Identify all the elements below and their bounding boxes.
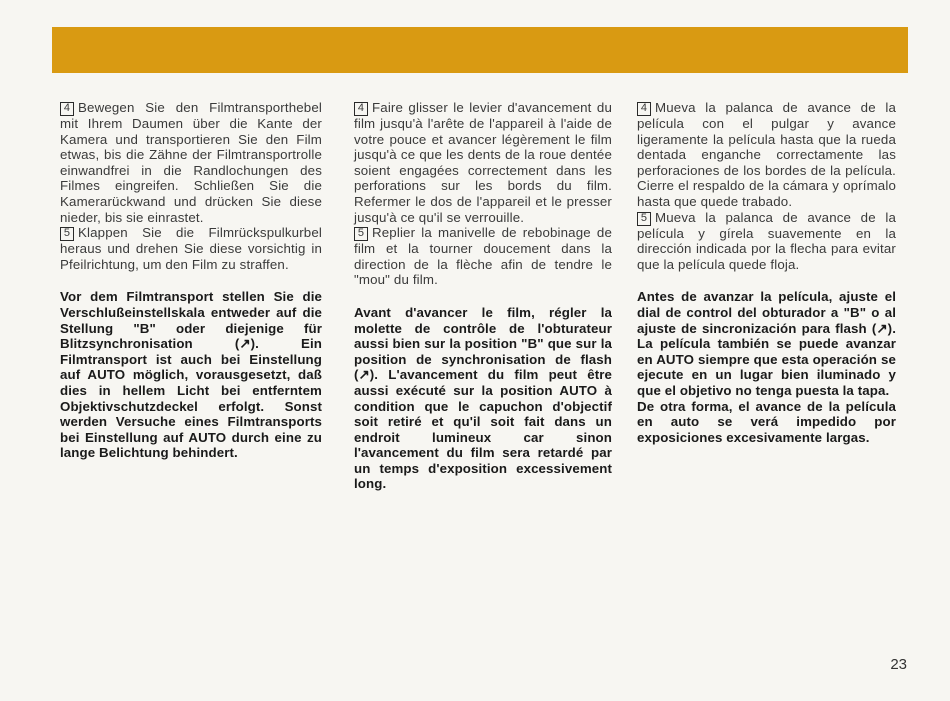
step-number-box: 5 — [637, 212, 651, 226]
page-number: 23 — [890, 656, 907, 673]
step-number-box: 5 — [60, 227, 74, 241]
step-number-box: 5 — [354, 227, 368, 241]
step-4-paragraph — [637, 100, 896, 210]
step-5-text: Mueva la palanca de avance de la película y gírela suavemente en la dirección indicada por la flecha para evitar que la película quede floja. — [637, 209, 896, 272]
note-paragraph: Antes de avanzar la película, ajuste el dial de control del obturador a "B" o al ajuste de sincronización para flash (↗). La película también se puede avanzar en AUTO siempre que esta operación se ejecute en un lugar bien iluminado y que el objetivo no tenga puesta la tapa. — [637, 289, 896, 398]
header-color-band — [52, 27, 908, 73]
note-paragraph-2: De otra forma, el avance de la película en auto se verá impedido por exposiciones excesivamente largas. — [637, 398, 896, 445]
note-paragraph: Vor dem Filmtransport stellen Sie die Verschlußeinstellskala entweder auf die Stellung "B" oder diejenige für Blitzsynchronisation (↗). Ein Filmtransport ist auch bei Einstellung auf AUTO möglich, vorausgesetzt, daß dies in hellem Licht bei entferntem Objektivschutzdeckel erfolgt. Sonst werden Versuche eines Filmtransports bei Einstellung auf AUTO durch eine zu lange Belichtung behindert. — [60, 289, 322, 461]
step-5-text: Klappen Sie die Filmrückspulkurbel heraus und drehen Sie diese vorsichtig in Pfeilrichtung, um den Film zu straffen. — [60, 225, 322, 272]
step-4-paragraph — [60, 100, 322, 225]
step-4-paragraph — [354, 100, 612, 225]
column-german — [60, 100, 322, 461]
step-4-text: Faire glisser le levier d'avancement du film jusqu'à l'arête de l'appareil à l'aide de votre pouce et avancer légèrement le film jusqu'à ce que les dents de la roue dentée soient engagées correctement dans les perforations sur les bords du film. Refermer le dos de l'appareil et le presser jusqu'à ce qu'il se verrouille. — [354, 100, 612, 225]
step-5-paragraph — [637, 210, 896, 273]
step-5-paragraph — [354, 225, 612, 288]
step-4-text: Bewegen Sie den Filmtransporthebel mit Ihrem Daumen über die Kante der Kamera und transportieren Sie den Film etwas, bis die Zähne der Filmtransportrolle einwandfrei in die Randlochungen des Filmes eingreifen. Schließen Sie die Kamerarückwand und drücken Sie diese nieder, bis sie einrastet. — [60, 100, 322, 225]
step-5-paragraph — [60, 225, 322, 272]
step-number-box: 4 — [637, 102, 651, 116]
step-4-text: Mueva la palanca de avance de la película con el pulgar y avance ligeramente la película hasta que la rueda dentada enganche correctamente las perforaciones de los bordes de la película. Cierre el respaldo de la cámara y oprímalo hasta que quede trabado. — [637, 100, 896, 209]
note-paragraph: Avant d'avancer le film, régler la molette de contrôle de l'obturateur aussi bien sur la position "B" que sur la position de synchronisation de flash (↗). L'avancement du film peut être aussi exécuté sur la position AUTO à condition que le capuchon d'objectif soit retiré et qu'il soit fait dans un endroit lumineux car sinon l'avancement du film sera retardé par un temps d'exposition excessivement long. — [354, 304, 612, 492]
step-5-text: Replier la manivelle de rebobinage de film et la tourner doucement dans la direction de la flèche afin de tendre le "mou" du film. — [354, 225, 612, 288]
column-french — [354, 100, 612, 492]
step-number-box: 4 — [354, 102, 368, 116]
column-spanish — [637, 100, 896, 445]
step-number-box: 4 — [60, 102, 74, 116]
